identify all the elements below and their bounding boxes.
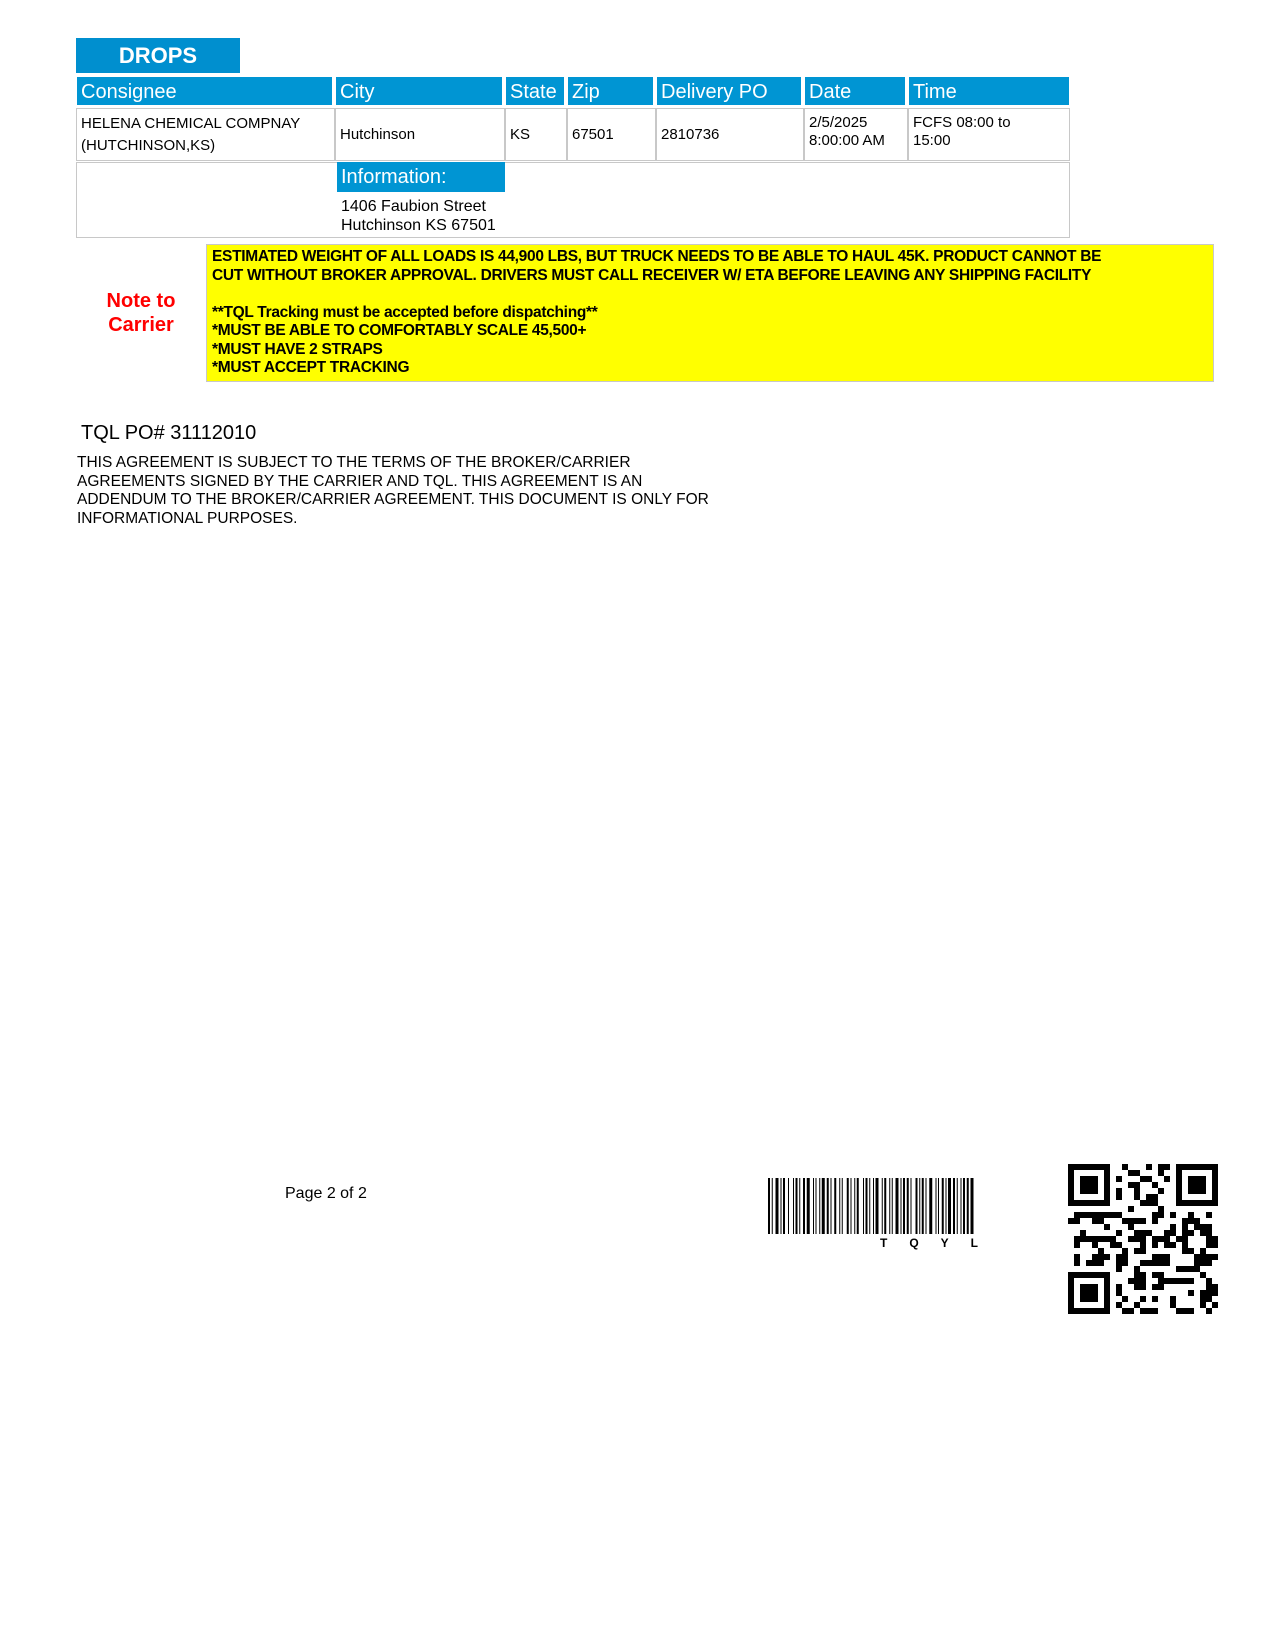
qr-module xyxy=(1200,1260,1206,1266)
cell-consignee xyxy=(76,108,335,161)
qr-module xyxy=(1170,1302,1176,1308)
barcode-bar xyxy=(876,1178,879,1234)
barcode-bar xyxy=(892,1178,893,1234)
cell-zip xyxy=(567,108,656,161)
qr-module xyxy=(1200,1248,1206,1254)
qr-module xyxy=(1140,1284,1146,1290)
qr-module xyxy=(1212,1284,1218,1290)
note-to-carrier-label xyxy=(96,289,186,337)
qr-module xyxy=(1212,1254,1218,1260)
note-line: ESTIMATED WEIGHT OF ALL LOADS IS 44,900 LBS, BUT TRUCK NEEDS TO BE ABLE TO HAUL 45K. PRODUCT CANNOT BE xyxy=(212,248,1102,265)
barcode-bar xyxy=(922,1178,924,1234)
barcode-bar xyxy=(901,1178,902,1234)
qr-module xyxy=(1104,1254,1110,1260)
qr-module xyxy=(1140,1272,1146,1278)
qr-module xyxy=(1206,1242,1212,1248)
note-line: CUT WITHOUT BROKER APPROVAL. DRIVERS MUST CALL RECEIVER W/ ETA BEFORE LEAVING ANY SHIPPING FACILITY xyxy=(212,266,1092,284)
qr-module xyxy=(1086,1236,1092,1242)
qr-module xyxy=(1170,1224,1176,1230)
qr-module xyxy=(1212,1242,1218,1248)
qr-module xyxy=(1188,1290,1194,1296)
qr-module xyxy=(1164,1236,1170,1242)
qr-module xyxy=(1152,1194,1158,1200)
city-value: Hutchinson xyxy=(340,126,416,143)
qr-module xyxy=(1134,1182,1140,1188)
qr-module xyxy=(1122,1308,1128,1314)
qr-module xyxy=(1152,1272,1158,1278)
qr-module xyxy=(1176,1236,1182,1242)
barcode-bar xyxy=(957,1178,958,1234)
barcode-bar xyxy=(907,1178,909,1234)
qr-module xyxy=(1134,1266,1140,1272)
qr-module xyxy=(1164,1230,1170,1236)
barcode-bar xyxy=(961,1178,962,1234)
qr-module xyxy=(1116,1260,1122,1266)
qr-module xyxy=(1158,1212,1164,1218)
cell-delivery-po xyxy=(656,108,804,161)
barcode-bar xyxy=(948,1178,951,1234)
qr-module xyxy=(1116,1266,1122,1272)
qr-module xyxy=(1200,1302,1206,1308)
qr-module xyxy=(1206,1236,1212,1242)
barcode-bar xyxy=(783,1178,785,1234)
qr-module xyxy=(1128,1236,1134,1242)
qr-module xyxy=(1116,1176,1122,1182)
information-street: 1406 Faubion Street xyxy=(341,198,486,215)
cell-date xyxy=(804,108,908,161)
qr-module xyxy=(1140,1230,1146,1236)
qr-module xyxy=(1200,1254,1206,1260)
qr-module xyxy=(1152,1218,1158,1224)
qr-module xyxy=(1152,1260,1158,1266)
qr-module xyxy=(1212,1302,1218,1308)
qr-module xyxy=(1134,1284,1140,1290)
qr-module xyxy=(1122,1248,1128,1254)
qr-module xyxy=(1140,1308,1146,1314)
qr-module xyxy=(1104,1224,1110,1230)
qr-module xyxy=(1134,1230,1140,1236)
qr-module xyxy=(1152,1254,1158,1260)
qr-module xyxy=(1194,1260,1200,1266)
barcode-bar xyxy=(963,1178,965,1234)
qr-module xyxy=(1098,1254,1104,1260)
qr-module xyxy=(1140,1176,1146,1182)
qr-module xyxy=(1182,1248,1188,1254)
barcode-bar xyxy=(803,1178,805,1234)
barcode-image xyxy=(768,1178,1050,1236)
header-zip: Zip xyxy=(567,76,654,106)
qr-module xyxy=(1152,1308,1158,1314)
qr-module xyxy=(1128,1308,1134,1314)
qr-module xyxy=(1188,1266,1194,1272)
page-number: Page 2 of 2 xyxy=(285,1185,367,1202)
barcode-bar xyxy=(827,1178,829,1234)
qr-module xyxy=(1188,1278,1194,1284)
barcode-bar xyxy=(929,1178,932,1234)
qr-module xyxy=(1194,1218,1200,1224)
qr-module xyxy=(1086,1212,1092,1218)
qr-module xyxy=(1074,1242,1080,1248)
qr-module xyxy=(1122,1260,1128,1266)
header-state: State xyxy=(505,76,565,106)
qr-module xyxy=(1116,1194,1122,1200)
barcode-bar xyxy=(807,1178,810,1234)
qr-module xyxy=(1116,1254,1122,1260)
qr-module xyxy=(1122,1218,1128,1224)
cell-city xyxy=(335,108,505,161)
qr-module xyxy=(1152,1200,1158,1206)
qr-module xyxy=(1206,1290,1212,1296)
note-label-line2: Carrier xyxy=(108,314,174,336)
qr-module xyxy=(1110,1212,1116,1218)
qr-module xyxy=(1140,1242,1146,1248)
qr-module xyxy=(1074,1260,1080,1266)
qr-module xyxy=(1200,1296,1206,1302)
note-line: *MUST BE ABLE TO COMFORTABLY SCALE 45,500+ xyxy=(212,322,587,339)
qr-module xyxy=(1188,1308,1194,1314)
information-row xyxy=(76,162,1070,238)
qr-module xyxy=(1104,1212,1110,1218)
qr-module xyxy=(1128,1206,1134,1212)
drops-section-title: DROPS xyxy=(76,38,240,73)
barcode-caption: TQYL xyxy=(880,1236,1000,1250)
qr-module xyxy=(1182,1224,1188,1230)
barcode-bar xyxy=(889,1178,890,1234)
barcode-bar xyxy=(953,1178,955,1234)
qr-module xyxy=(1188,1230,1194,1236)
barcode-bar xyxy=(873,1178,874,1234)
qr-module xyxy=(1134,1218,1140,1224)
qr-module xyxy=(1092,1242,1098,1248)
qr-module xyxy=(1146,1164,1152,1170)
qr-module xyxy=(1086,1260,1092,1266)
barcode-bar xyxy=(813,1178,814,1234)
barcode-bar xyxy=(781,1178,782,1234)
delivery-po-value: 2810736 xyxy=(661,126,720,143)
note-line: **TQL Tracking must be accepted before dispatching** xyxy=(212,303,598,321)
qr-module xyxy=(1212,1290,1218,1296)
qr-module xyxy=(1152,1242,1158,1248)
qr-module xyxy=(1200,1272,1206,1278)
barcode-bar xyxy=(882,1178,883,1234)
qr-module xyxy=(1206,1284,1212,1290)
agreement-text xyxy=(77,454,777,528)
qr-module xyxy=(1128,1224,1134,1230)
qr-finder-center xyxy=(1080,1176,1098,1194)
qr-module xyxy=(1074,1236,1080,1242)
qr-module xyxy=(1182,1266,1188,1272)
barcode-bar xyxy=(967,1178,969,1234)
qr-module xyxy=(1200,1230,1206,1236)
qr-module xyxy=(1116,1212,1122,1218)
qr-module xyxy=(1188,1212,1194,1218)
qr-module xyxy=(1098,1248,1104,1254)
barcode-bar xyxy=(842,1178,843,1234)
qr-module xyxy=(1158,1254,1164,1260)
qr-module xyxy=(1158,1170,1164,1176)
agreement-line: INFORMATIONAL PURPOSES. xyxy=(77,509,298,527)
qr-module xyxy=(1140,1296,1146,1302)
qr-module xyxy=(1134,1248,1140,1254)
qr-module xyxy=(1176,1308,1182,1314)
qr-module xyxy=(1158,1164,1164,1170)
qr-module xyxy=(1182,1230,1188,1236)
qr-module xyxy=(1158,1284,1164,1290)
qr-module xyxy=(1146,1230,1152,1236)
barcode-bar xyxy=(896,1178,899,1234)
qr-module xyxy=(1092,1236,1098,1242)
qr-module xyxy=(1164,1242,1170,1248)
qr-module xyxy=(1116,1290,1122,1296)
qr-module xyxy=(1140,1278,1146,1284)
qr-module xyxy=(1128,1278,1134,1284)
barcode-bar xyxy=(942,1178,944,1234)
qr-module xyxy=(1206,1260,1212,1266)
qr-module xyxy=(1206,1254,1212,1260)
qr-module xyxy=(1146,1194,1152,1200)
qr-module xyxy=(1110,1242,1116,1248)
qr-module xyxy=(1212,1236,1218,1242)
barcode-bar xyxy=(919,1178,920,1234)
qr-module xyxy=(1200,1290,1206,1296)
information-city-state-zip: Hutchinson KS 67501 xyxy=(341,217,496,234)
header-date: Date xyxy=(804,76,906,106)
qr-module xyxy=(1092,1254,1098,1260)
qr-module xyxy=(1158,1260,1164,1266)
barcode-bar xyxy=(772,1178,773,1234)
state-value: KS xyxy=(510,126,531,143)
barcode-bar xyxy=(768,1178,770,1234)
barcode-bar xyxy=(863,1178,864,1234)
qr-module xyxy=(1122,1296,1128,1302)
barcode-bar xyxy=(911,1178,912,1234)
qr-finder-center xyxy=(1080,1284,1098,1302)
qr-module xyxy=(1182,1278,1188,1284)
qr-module xyxy=(1158,1206,1164,1212)
barcode-bar xyxy=(936,1178,937,1234)
cell-state xyxy=(505,108,567,161)
qr-module xyxy=(1206,1278,1212,1284)
information-header: Information: xyxy=(337,162,505,192)
agreement-line: AGREEMENTS SIGNED BY THE CARRIER AND TQL. THIS AGREEMENT IS AN xyxy=(77,472,643,490)
qr-module xyxy=(1188,1248,1194,1254)
qr-module xyxy=(1110,1236,1116,1242)
note-line: *MUST HAVE 2 STRAPS xyxy=(212,340,383,358)
qr-module xyxy=(1164,1278,1170,1284)
qr-module xyxy=(1134,1236,1140,1242)
qr-code-image xyxy=(1068,1164,1218,1314)
qr-module xyxy=(1206,1212,1212,1218)
qr-module xyxy=(1194,1224,1200,1230)
barcode-bar xyxy=(847,1178,849,1234)
qr-module xyxy=(1146,1200,1152,1206)
qr-module xyxy=(1140,1200,1146,1206)
qr-finder-center xyxy=(1188,1176,1206,1194)
cell-time xyxy=(908,108,1070,161)
qr-module xyxy=(1146,1260,1152,1266)
qr-module xyxy=(1116,1188,1122,1194)
barcode-bar xyxy=(903,1178,905,1234)
barcode-bar xyxy=(822,1178,825,1234)
qr-module xyxy=(1146,1308,1152,1314)
qr-module xyxy=(1068,1218,1074,1224)
qr-module xyxy=(1152,1182,1158,1188)
qr-module xyxy=(1116,1284,1122,1290)
qr-module xyxy=(1170,1230,1176,1236)
qr-module xyxy=(1092,1212,1098,1218)
barcode-bar xyxy=(857,1178,859,1234)
barcode-bar xyxy=(946,1178,947,1234)
qr-module xyxy=(1128,1182,1134,1188)
qr-module xyxy=(1134,1272,1140,1278)
header-delivery-po: Delivery PO xyxy=(656,76,802,106)
consignee-name: HELENA CHEMICAL COMPNAY xyxy=(81,114,301,132)
qr-module xyxy=(1116,1230,1122,1236)
barcode-bar xyxy=(854,1178,855,1234)
barcode-bar xyxy=(776,1178,779,1234)
qr-module xyxy=(1176,1278,1182,1284)
qr-module xyxy=(1122,1164,1128,1170)
qr-module xyxy=(1164,1254,1170,1260)
qr-module xyxy=(1140,1236,1146,1242)
note-line: *MUST ACCEPT TRACKING xyxy=(212,359,410,376)
qr-module xyxy=(1158,1236,1164,1242)
qr-module xyxy=(1164,1260,1170,1266)
barcode-bar xyxy=(926,1178,927,1234)
barcode-bar xyxy=(831,1178,832,1234)
qr-module xyxy=(1170,1278,1176,1284)
qr-module xyxy=(1116,1302,1122,1308)
qr-module xyxy=(1158,1278,1164,1284)
qr-module xyxy=(1098,1212,1104,1218)
consignee-location: (HUTCHINSON,KS) xyxy=(81,136,216,154)
qr-module xyxy=(1092,1218,1098,1224)
qr-module xyxy=(1206,1308,1212,1314)
qr-module xyxy=(1104,1236,1110,1242)
qr-module xyxy=(1116,1242,1122,1248)
time-window-line1: FCFS 08:00 to xyxy=(913,114,1011,131)
qr-module xyxy=(1206,1224,1212,1230)
barcode-bar xyxy=(884,1178,886,1234)
barcode-bar xyxy=(793,1178,794,1234)
barcode-bar xyxy=(866,1178,868,1234)
qr-module xyxy=(1164,1164,1170,1170)
qr-module xyxy=(1170,1242,1176,1248)
qr-module xyxy=(1170,1212,1176,1218)
date-value: 2/5/2025 xyxy=(809,114,868,131)
barcode-bar xyxy=(839,1178,840,1234)
header-consignee: Consignee xyxy=(76,76,333,106)
header-time: Time xyxy=(908,76,1070,106)
qr-module xyxy=(1092,1260,1098,1266)
qr-module xyxy=(1182,1236,1188,1242)
qr-module xyxy=(1194,1254,1200,1260)
qr-module xyxy=(1134,1302,1140,1308)
qr-module xyxy=(1074,1254,1080,1260)
qr-module xyxy=(1140,1260,1146,1266)
qr-module xyxy=(1080,1212,1086,1218)
qr-module xyxy=(1182,1242,1188,1248)
qr-module xyxy=(1158,1272,1164,1278)
qr-module xyxy=(1206,1296,1212,1302)
zip-value: 67501 xyxy=(572,126,614,143)
tql-po-number: TQL PO# 31112010 xyxy=(81,422,257,444)
qr-module xyxy=(1080,1236,1086,1242)
information-address xyxy=(341,197,496,235)
note-line xyxy=(212,285,1208,304)
qr-module xyxy=(1152,1296,1158,1302)
qr-module xyxy=(1152,1284,1158,1290)
qr-module xyxy=(1152,1236,1158,1242)
barcode-bar xyxy=(971,1178,974,1234)
qr-module xyxy=(1140,1248,1146,1254)
agreement-line: ADDENDUM TO THE BROKER/CARRIER AGREEMENT. THIS DOCUMENT IS ONLY FOR xyxy=(77,491,709,508)
barcode-bar xyxy=(938,1178,939,1234)
qr-module xyxy=(1194,1266,1200,1272)
agreement-line: THIS AGREEMENT IS SUBJECT TO THE TERMS OF THE BROKER/CARRIER xyxy=(77,454,631,471)
qr-module xyxy=(1074,1212,1080,1218)
barcode-bar xyxy=(834,1178,836,1234)
qr-module xyxy=(1182,1218,1188,1224)
qr-module xyxy=(1170,1296,1176,1302)
qr-module xyxy=(1188,1218,1194,1224)
qr-module xyxy=(1080,1230,1086,1236)
barcode-bar xyxy=(796,1178,798,1234)
qr-module xyxy=(1134,1170,1140,1176)
qr-module xyxy=(1152,1212,1158,1218)
qr-module xyxy=(1134,1194,1140,1200)
note-label-line1: Note to xyxy=(106,290,176,312)
qr-module xyxy=(1122,1254,1128,1260)
qr-module xyxy=(1098,1218,1104,1224)
barcode-bar xyxy=(819,1178,820,1234)
time-of-day-value: 8:00:00 AM xyxy=(809,132,885,149)
time-window-line2: 15:00 xyxy=(913,132,951,149)
qr-module xyxy=(1134,1188,1140,1194)
qr-module xyxy=(1176,1266,1182,1272)
barcode-bar xyxy=(788,1178,789,1234)
qr-module xyxy=(1128,1170,1134,1176)
qr-module xyxy=(1134,1278,1140,1284)
qr-module xyxy=(1128,1218,1134,1224)
qr-module xyxy=(1164,1176,1170,1182)
qr-module xyxy=(1098,1236,1104,1242)
qr-module xyxy=(1074,1218,1080,1224)
barcode-bar xyxy=(916,1178,918,1234)
barcode-bar xyxy=(851,1178,852,1234)
barcode-bar xyxy=(869,1178,870,1234)
qr-module xyxy=(1182,1308,1188,1314)
qr-module xyxy=(1206,1230,1212,1236)
note-to-carrier-box xyxy=(206,244,1214,382)
qr-module xyxy=(1158,1188,1164,1194)
header-city: City xyxy=(335,76,503,106)
barcode-bar xyxy=(816,1178,817,1234)
qr-module xyxy=(1146,1176,1152,1182)
qr-module xyxy=(1200,1224,1206,1230)
qr-module xyxy=(1098,1260,1104,1266)
barcode-bar xyxy=(799,1178,800,1234)
qr-module xyxy=(1140,1218,1146,1224)
